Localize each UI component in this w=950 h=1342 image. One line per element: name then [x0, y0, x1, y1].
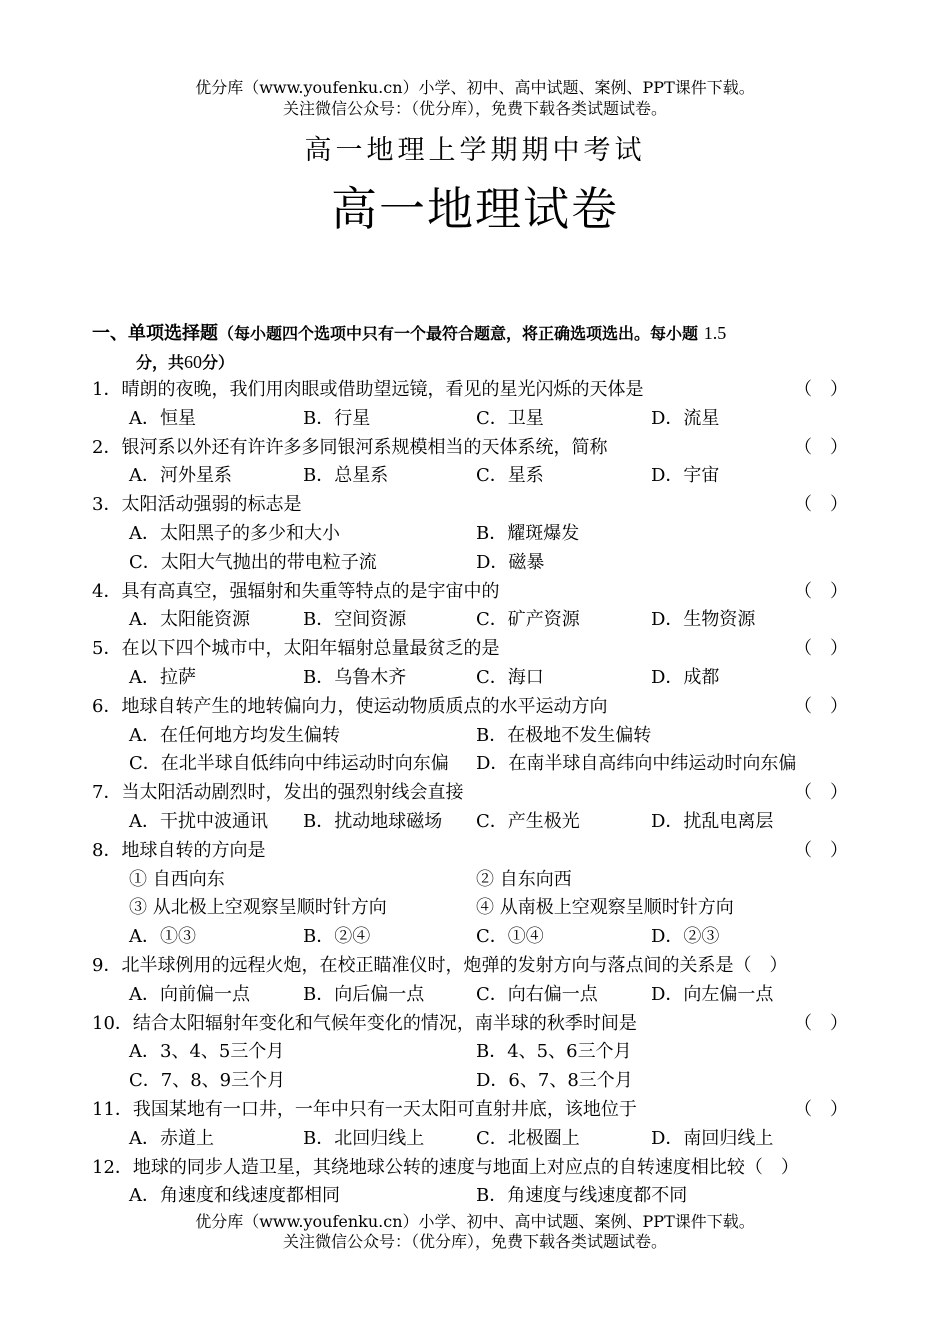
answer-paren: （ ） — [794, 494, 848, 516]
option: C．向右偏一点 — [476, 983, 598, 1005]
options-row — [92, 664, 872, 693]
option: B．空间资源 — [303, 609, 407, 631]
option: D．向左偏一点 — [651, 983, 774, 1005]
question-stem: 地球自转的方向是 — [121, 839, 266, 861]
option: D．宇宙 — [651, 465, 720, 487]
question-row — [92, 635, 872, 664]
question-stem: 太阳活动强弱的标志是 — [121, 494, 302, 516]
option: A．拉萨 — [129, 666, 196, 688]
options-row — [92, 1125, 872, 1154]
question-number: 1． — [92, 379, 122, 400]
statement: ② 自东向西 — [476, 868, 572, 890]
answer-paren: （ ） — [794, 436, 848, 458]
options-row — [92, 405, 872, 434]
option: D．扰乱电离层 — [651, 810, 774, 832]
question-row — [92, 837, 872, 866]
section-heading — [92, 319, 882, 377]
option: B．耀斑爆发 — [476, 522, 580, 544]
question-number: 3． — [92, 494, 122, 516]
question-row — [92, 1154, 872, 1183]
question-row — [92, 376, 872, 405]
statement-row — [92, 894, 872, 923]
question-number: 12． — [92, 1156, 133, 1178]
options-row — [92, 981, 872, 1010]
options-row — [92, 1182, 872, 1211]
option: A．①③ — [129, 926, 196, 948]
answer-paren: （ ） — [794, 379, 848, 400]
question-number: 6． — [92, 695, 122, 717]
question-number: 11． — [92, 1098, 133, 1120]
option: B．向后偏一点 — [303, 983, 425, 1005]
statement: ① 自西向东 — [129, 868, 225, 890]
question-row — [92, 952, 872, 981]
question-text — [92, 693, 607, 722]
question-number: 4． — [92, 580, 122, 602]
options-row — [92, 923, 872, 952]
option: C．产生极光 — [476, 810, 580, 832]
question-row — [92, 1096, 872, 1125]
header-line-1: 优分库（www.youfenku.cn）小学、初中、高中试题、案例、PPT课件下载。 — [195, 78, 755, 97]
answer-paren: （ ） — [744, 1156, 799, 1178]
question-stem: 银河系以外还有许许多多同银河系规模相当的天体系统，简称 — [121, 436, 608, 458]
question-text — [92, 434, 607, 463]
question-stem: 具有高真空，强辐射和失重等特点的是宇宙中的 — [121, 580, 500, 602]
option: A．恒星 — [129, 407, 196, 429]
question-stem: 在以下四个城市中，太阳年辐射总量最贫乏的是 — [121, 638, 500, 660]
question-stem: 我国某地有一口井，一年中只有一天太阳可直射井底，该地位于 — [132, 1098, 637, 1120]
option: C．在北半球自低纬向中纬运动时向东偏 — [129, 753, 449, 775]
option: D．成都 — [651, 666, 720, 688]
options-row — [92, 462, 872, 491]
options-row — [92, 520, 872, 549]
option: D．磁暴 — [476, 551, 545, 573]
option: D．南回归线上 — [651, 1127, 774, 1149]
question-text — [92, 635, 499, 664]
option: C．北极圈上 — [476, 1127, 580, 1149]
option: A．向前偏一点 — [129, 983, 250, 1005]
question-text — [92, 578, 499, 607]
option: C．星系 — [476, 465, 544, 487]
option: A．干扰中波通讯 — [129, 810, 268, 832]
option: A．河外星系 — [129, 465, 232, 487]
question-text — [92, 1154, 799, 1183]
option: C．7、8、9三个月 — [129, 1070, 286, 1092]
section-note-a: （每小题四个选项中只有一个最符合题意，将正确选项选出。每小题 — [218, 324, 699, 343]
question-row — [92, 491, 872, 520]
exam-subtitle: 高一地理上学期期中考试 — [304, 135, 646, 166]
header-line-2: 关注微信公众号：（优分库），免费下载各类试题试卷。 — [282, 99, 667, 118]
option: B．总星系 — [303, 465, 389, 487]
question-text — [92, 1096, 637, 1125]
option: C．卫星 — [476, 407, 544, 429]
question-stem: 晴朗的夜晚，我们用肉眼或借助望远镜，看见的星光闪烁的天体是 — [121, 379, 644, 400]
question-row — [92, 779, 872, 808]
statement: ④ 从南极上空观察呈顺时针方向 — [476, 897, 734, 919]
options-row — [92, 750, 872, 779]
exam-title: 高一地理试卷 — [331, 182, 619, 236]
question-text — [92, 952, 787, 981]
answer-paren: （ ） — [794, 580, 848, 602]
option: B．行星 — [303, 407, 371, 429]
option: D．生物资源 — [651, 609, 756, 631]
question-list — [92, 376, 872, 1211]
answer-paren: （ ） — [733, 954, 788, 976]
question-stem: 结合太阳辐射年变化和气候年变化的情况，南半球的秋季时间是 — [132, 1012, 637, 1034]
option: B．北回归线上 — [303, 1127, 425, 1149]
option: C．海口 — [476, 666, 544, 688]
question-stem: 地球的同步人造卫星，其绕地球公转的速度与地面上对应点的自转速度相比较 — [132, 1156, 745, 1178]
question-row — [92, 434, 872, 463]
question-number: 9． — [92, 954, 122, 976]
footer-line-1: 优分库（www.youfenku.cn）小学、初中、高中试题、案例、PPT课件下载。 — [195, 1212, 755, 1231]
section-note-c: 分） — [202, 353, 235, 372]
question-text — [92, 779, 463, 808]
section-title: 一、单项选择题 — [92, 323, 218, 344]
question-number: 2． — [92, 436, 122, 458]
option: B．②④ — [303, 926, 371, 948]
question-text — [92, 837, 265, 866]
statement-row — [92, 866, 872, 895]
answer-paren: （ ） — [794, 1098, 848, 1120]
option: B．在极地不发生偏转 — [476, 724, 652, 746]
question-number: 10． — [92, 1012, 133, 1034]
option: A．3、4、5三个月 — [129, 1041, 285, 1063]
options-row — [92, 722, 872, 751]
answer-paren: （ ） — [794, 1012, 848, 1034]
answer-paren: （ ） — [794, 782, 848, 804]
section-total: 60 — [184, 352, 203, 372]
section-points-each: 1.5 — [703, 323, 727, 343]
options-row — [92, 808, 872, 837]
answer-paren: （ ） — [794, 695, 848, 717]
option: C．①④ — [476, 926, 544, 948]
question-row — [92, 578, 872, 607]
option: B．扰动地球磁场 — [303, 810, 443, 832]
option: A．太阳黑子的多少和大小 — [129, 522, 340, 544]
option: C．太阳大气抛出的带电粒子流 — [129, 551, 377, 573]
question-text — [92, 491, 301, 520]
question-number: 5． — [92, 638, 122, 660]
option: B．4、5、6三个月 — [476, 1041, 632, 1063]
answer-paren: （ ） — [794, 638, 848, 660]
option: C．矿产资源 — [476, 609, 580, 631]
option: D．②③ — [651, 926, 720, 948]
option: A．在任何地方均发生偏转 — [129, 724, 340, 746]
statement: ③ 从北极上空观察呈顺时针方向 — [129, 897, 387, 919]
question-stem: 北半球例用的远程火炮，在校正瞄准仪时，炮弹的发射方向与落点间的关系是 — [121, 954, 734, 976]
question-text — [92, 1010, 637, 1039]
question-stem: 当太阳活动剧烈时，发出的强烈射线会直接 — [121, 782, 464, 804]
option: D．在南半球自高纬向中纬运动时向东偏 — [476, 753, 797, 775]
option: B．角速度与线速度都不同 — [476, 1185, 688, 1207]
option: A．赤道上 — [129, 1127, 214, 1149]
options-row — [92, 1038, 872, 1067]
options-row — [92, 606, 872, 635]
footer-line-2: 关注微信公众号：（优分库），免费下载各类试题试卷。 — [282, 1232, 667, 1251]
option: D．流星 — [651, 407, 720, 429]
question-row — [92, 693, 872, 722]
question-stem: 地球自转产生的地转偏向力，使运动物质质点的水平运动方向 — [121, 695, 608, 717]
question-row — [92, 1010, 872, 1039]
question-number: 7． — [92, 782, 122, 804]
option: A．角速度和线速度都相同 — [129, 1185, 340, 1207]
answer-paren: （ ） — [794, 839, 848, 861]
options-row — [92, 1067, 872, 1096]
question-number: 8． — [92, 839, 122, 861]
question-text — [92, 376, 643, 405]
option: A．太阳能资源 — [129, 609, 250, 631]
option: B．乌鲁木齐 — [303, 666, 407, 688]
section-note-b: 分，共 — [136, 353, 185, 372]
options-row — [92, 549, 872, 578]
option: D．6、7、8三个月 — [476, 1070, 633, 1092]
